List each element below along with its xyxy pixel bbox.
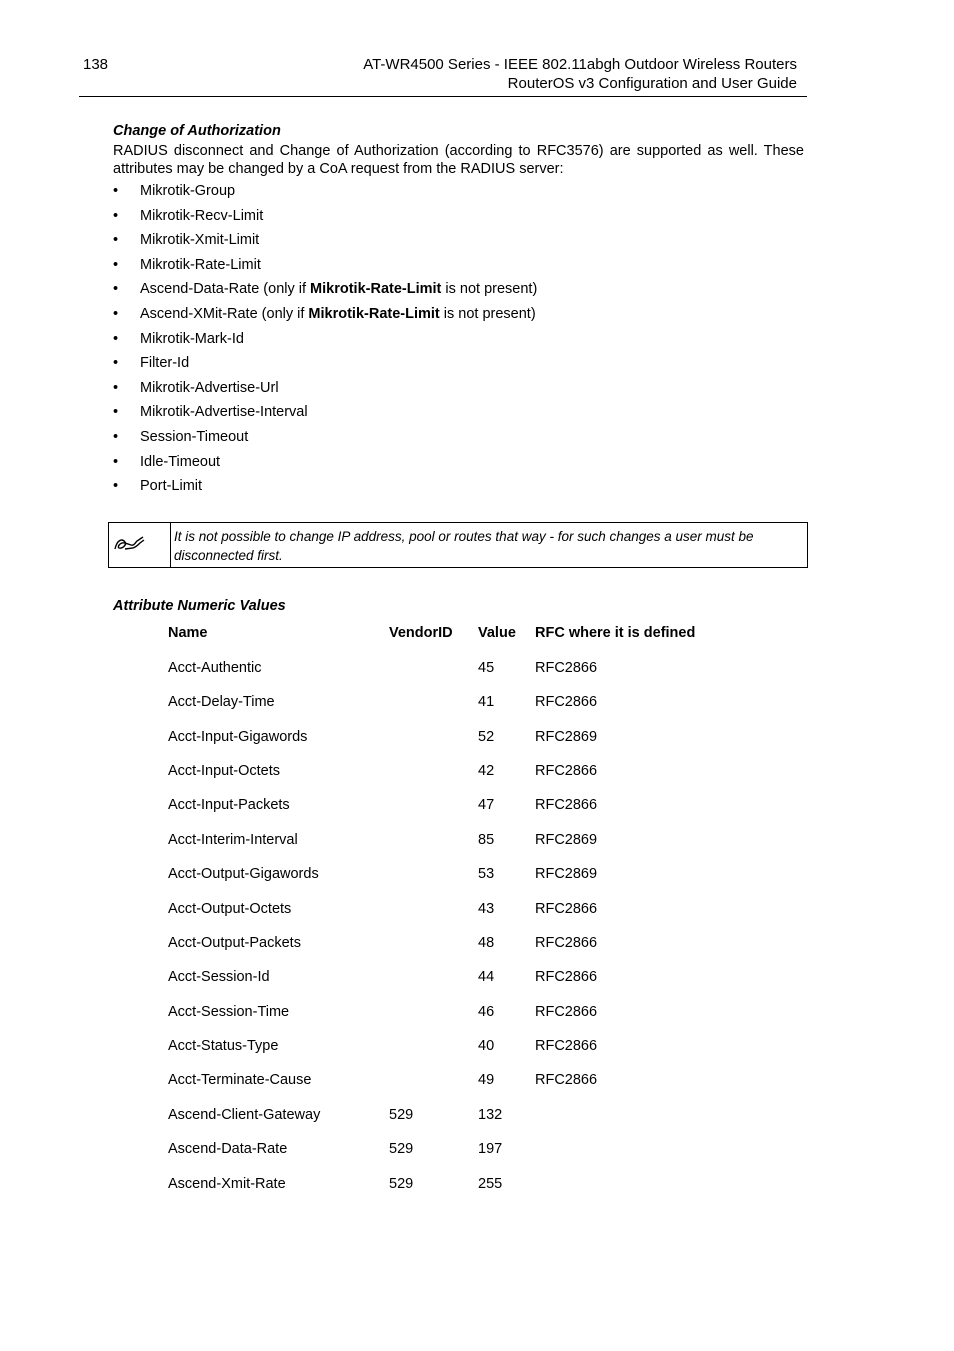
cell-vendorid: 529 <box>389 1175 414 1192</box>
cell-vendorid: 529 <box>389 1141 414 1158</box>
list-item-text: Idle-Timeout <box>140 453 221 470</box>
table-row <box>164 1098 729 1132</box>
list-item <box>113 428 804 453</box>
cell-name: Acct-Output-Octets <box>168 900 292 917</box>
cell-value: 197 <box>478 1141 503 1158</box>
cell-name: Ascend-Client-Gateway <box>168 1106 321 1123</box>
table-row <box>164 1029 729 1063</box>
bullet-icon: • <box>113 404 119 421</box>
cell-name: Acct-Input-Packets <box>168 797 290 814</box>
list-item-text: is not present) <box>441 281 538 298</box>
cell-value: 43 <box>478 900 495 917</box>
table-row <box>164 857 729 891</box>
list-item <box>113 477 804 502</box>
column-header-name: Name <box>168 625 208 641</box>
document-title <box>363 55 797 93</box>
page-number: 138 <box>83 56 109 73</box>
list-item <box>113 207 804 232</box>
list-item-text: Mikrotik-Xmit-Limit <box>140 232 260 249</box>
cell-name: Acct-Session-Id <box>168 969 270 986</box>
bullet-icon: • <box>113 330 119 347</box>
bullet-icon: • <box>113 379 119 396</box>
list-item-text: is not present) <box>439 305 536 322</box>
cell-name: Acct-Input-Octets <box>168 762 281 779</box>
list-item-text: Mikrotik-Group <box>140 183 236 199</box>
cell-vendorid <box>385 651 474 685</box>
list-item <box>113 280 804 305</box>
document-title-line-2: RouterOS v3 Configuration and User Guide <box>507 75 797 92</box>
cell-value: 40 <box>478 1038 495 1055</box>
list-item <box>113 453 804 478</box>
cell-value: 46 <box>478 1003 495 1020</box>
list-item <box>113 354 804 379</box>
list-item <box>113 379 804 404</box>
bullet-icon: • <box>113 355 119 372</box>
list-item-text: Filter-Id <box>140 355 190 372</box>
cell-vendorid <box>385 960 474 994</box>
table-row <box>164 926 729 960</box>
cell-name: Acct-Output-Gigawords <box>168 866 319 883</box>
cell-rfc <box>531 1098 729 1132</box>
cell-name: Ascend-Data-Rate <box>168 1141 288 1158</box>
cell-value: 255 <box>478 1175 503 1192</box>
note-icon-cell <box>109 523 171 567</box>
numeric-heading: Attribute Numeric Values <box>113 598 286 614</box>
bullet-icon: • <box>113 453 119 470</box>
list-item-text: Mikrotik-Advertise-Url <box>140 379 279 396</box>
cell-name: Acct-Delay-Time <box>168 694 275 711</box>
cell-value: 45 <box>478 660 495 676</box>
cell-value: 44 <box>478 969 495 986</box>
cell-name: Ascend-Xmit-Rate <box>168 1175 286 1192</box>
bullet-icon: • <box>113 478 119 495</box>
cell-rfc: RFC2866 <box>535 694 598 711</box>
cell-name: Acct-Status-Type <box>168 1038 279 1055</box>
cell-vendorid <box>385 823 474 857</box>
cell-vendorid <box>385 788 474 822</box>
cell-vendorid <box>385 891 474 925</box>
bullet-icon: • <box>113 305 119 322</box>
attribute-values-table <box>164 622 729 1201</box>
cell-vendorid <box>385 1063 474 1097</box>
bullet-icon: • <box>113 281 119 298</box>
list-item <box>113 330 804 355</box>
cell-value: 42 <box>478 762 495 779</box>
coa-paragraph: RADIUS disconnect and Change of Authorization (according to RFC3576) are supported as well. These attributes may be changed by a CoA request from the RADIUS server: <box>113 143 804 177</box>
list-item-text: Ascend-Data-Rate (only if <box>140 281 311 298</box>
cell-name: Acct-Terminate-Cause <box>168 1072 312 1089</box>
cell-rfc <box>531 1166 729 1200</box>
note-hand-icon <box>113 534 147 554</box>
bullet-icon: • <box>113 207 119 224</box>
cell-value: 53 <box>478 866 495 883</box>
cell-rfc: RFC2866 <box>535 900 598 917</box>
cell-value: 47 <box>478 797 495 814</box>
header-divider <box>79 96 807 97</box>
cell-name: Acct-Authentic <box>168 660 262 676</box>
cell-rfc: RFC2866 <box>535 762 598 779</box>
table-body <box>164 651 729 1201</box>
cell-rfc: RFC2869 <box>535 728 598 745</box>
table-row <box>164 685 729 719</box>
cell-name: Acct-Session-Time <box>168 1003 290 1020</box>
cell-value: 132 <box>478 1106 503 1123</box>
list-item-text: Mikrotik-Mark-Id <box>140 330 244 347</box>
list-item <box>113 305 804 330</box>
table-row <box>164 891 729 925</box>
list-item <box>113 182 804 207</box>
table-row <box>164 651 729 685</box>
cell-name: Acct-Output-Packets <box>168 934 301 951</box>
list-item-bold-text: Mikrotik-Rate-Limit <box>310 281 442 298</box>
cell-rfc: RFC2866 <box>535 1003 598 1020</box>
document-title-line-1: AT-WR4500 Series - IEEE 802.11abgh Outdoor Wireless Routers <box>363 56 797 73</box>
list-item-text: Session-Timeout <box>140 428 249 445</box>
cell-name: Acct-Input-Gigawords <box>168 728 308 745</box>
coa-section <box>113 122 804 178</box>
bullet-icon: • <box>113 232 119 249</box>
bullet-icon: • <box>113 428 119 445</box>
table-row <box>164 788 729 822</box>
note-text: It is not possible to change IP address, pool or routes that way - for such changes a user must be disconnected first. <box>174 529 754 563</box>
table-row <box>164 754 729 788</box>
list-item <box>113 403 804 428</box>
cell-vendorid: 529 <box>389 1106 414 1123</box>
cell-rfc: RFC2866 <box>535 660 598 676</box>
coa-attribute-list-wrap <box>113 182 804 502</box>
cell-name: Acct-Interim-Interval <box>168 831 298 848</box>
cell-value: 41 <box>478 694 495 711</box>
table-row <box>164 823 729 857</box>
column-header-vendorid: VendorID <box>389 625 453 641</box>
cell-rfc: RFC2866 <box>535 1038 598 1055</box>
cell-value: 48 <box>478 934 495 951</box>
column-header-rfc: RFC where it is defined <box>535 625 696 641</box>
cell-vendorid <box>385 995 474 1029</box>
table-header-row <box>164 622 729 651</box>
cell-vendorid <box>385 1029 474 1063</box>
table-row <box>164 995 729 1029</box>
cell-value: 49 <box>478 1072 495 1089</box>
cell-rfc: RFC2866 <box>535 934 598 951</box>
table-row <box>164 1132 729 1166</box>
list-item-bold-text: Mikrotik-Rate-Limit <box>308 305 440 322</box>
cell-value: 52 <box>478 728 495 745</box>
cell-rfc: RFC2866 <box>535 969 598 986</box>
list-item <box>113 231 804 256</box>
list-item-text: Mikrotik-Rate-Limit <box>140 256 261 273</box>
cell-vendorid <box>385 754 474 788</box>
table-row <box>164 1063 729 1097</box>
cell-vendorid <box>385 719 474 753</box>
numeric-section <box>113 597 804 615</box>
cell-vendorid <box>385 926 474 960</box>
cell-rfc: RFC2866 <box>535 797 598 814</box>
column-header-value: Value <box>478 625 516 641</box>
cell-value: 85 <box>478 831 495 848</box>
cell-rfc: RFC2869 <box>535 866 598 883</box>
table-row <box>164 1166 729 1200</box>
cell-vendorid <box>385 857 474 891</box>
table-row <box>164 719 729 753</box>
list-item <box>113 256 804 281</box>
list-item-text: Mikrotik-Recv-Limit <box>140 207 264 224</box>
bullet-icon: • <box>113 183 119 199</box>
cell-vendorid <box>385 685 474 719</box>
list-item-text: Port-Limit <box>140 478 203 495</box>
cell-rfc: RFC2869 <box>535 831 598 848</box>
coa-heading: Change of Authorization <box>113 123 281 139</box>
table-row <box>164 960 729 994</box>
list-item-text: Mikrotik-Advertise-Interval <box>140 404 308 421</box>
coa-attribute-list <box>113 182 804 502</box>
bullet-icon: • <box>113 256 119 273</box>
cell-rfc: RFC2866 <box>535 1072 598 1089</box>
list-item-text: Ascend-XMit-Rate (only if <box>140 305 309 322</box>
cell-rfc <box>531 1132 729 1166</box>
note-box <box>108 522 808 568</box>
